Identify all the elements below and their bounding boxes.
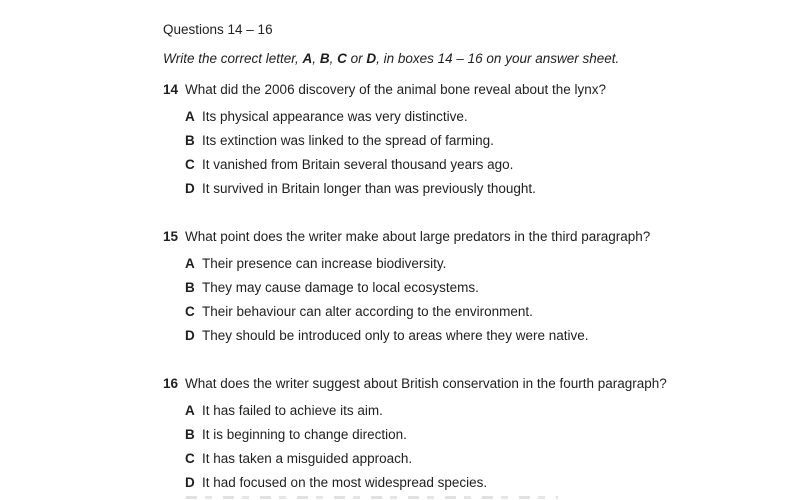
option-letter: A [185, 256, 195, 271]
option-text: It has taken a misguided approach. [202, 451, 413, 466]
instruction-letter-a: A [302, 51, 313, 66]
option-text: They may cause damage to local ecosystems. [202, 280, 479, 295]
options-list [185, 404, 760, 490]
option-row-d [185, 329, 760, 343]
instruction-line [163, 52, 760, 66]
option-text: Its extinction was linked to the spread of farming. [202, 133, 494, 148]
question-line [163, 83, 760, 97]
question-line [163, 230, 760, 244]
option-letter: A [185, 109, 195, 124]
option-row-c [185, 158, 760, 172]
option-row-c [185, 452, 760, 466]
option-row-a [185, 257, 760, 271]
cutoff-next-line [186, 496, 558, 499]
option-letter: B [185, 427, 195, 442]
instruction-tail: , in boxes 14 – 16 on your answer sheet. [376, 51, 620, 66]
instruction-sep1: , [312, 51, 320, 66]
option-text: They should be introduced only to areas where they were native. [202, 328, 589, 343]
options-list [185, 257, 760, 343]
option-row-b [185, 281, 760, 295]
question-number: 14 [163, 82, 179, 97]
option-letter: B [185, 133, 195, 148]
option-row-b [185, 134, 760, 148]
question-text: What did the 2006 discovery of the animal bone reveal about the lynx? [185, 82, 607, 97]
instruction-letter-c: C [337, 51, 347, 66]
question-line [163, 377, 760, 391]
option-text: Its physical appearance was very distinctive. [202, 109, 468, 124]
question-block-15 [163, 230, 760, 343]
option-text: It survived in Britain longer than was previously thought. [202, 181, 536, 196]
option-text: It is beginning to change direction. [202, 427, 407, 442]
question-text: What does the writer suggest about British conservation in the fourth paragraph? [185, 376, 667, 391]
option-row-a [185, 404, 760, 418]
option-row-d [185, 182, 760, 196]
instruction-letter-d: D [366, 51, 377, 66]
question-block-14 [163, 83, 760, 196]
option-text: It had focused on the most widespread species. [202, 475, 488, 490]
option-text: It vanished from Britain several thousand years ago. [202, 157, 514, 172]
instruction-lead: Write the correct letter, [163, 51, 303, 66]
question-block-16 [163, 377, 760, 490]
option-letter: A [185, 403, 195, 418]
option-letter: D [185, 475, 195, 490]
option-text: It has failed to achieve its aim. [202, 403, 383, 418]
option-letter: C [185, 451, 195, 466]
instruction-or: or [346, 51, 367, 66]
option-letter: D [185, 181, 195, 196]
question-number: 15 [163, 229, 179, 244]
option-letter: C [185, 157, 195, 172]
option-text: Their behaviour can alter according to the environment. [202, 304, 533, 319]
option-letter: D [185, 328, 195, 343]
question-number: 16 [163, 376, 179, 391]
question-text: What point does the writer make about large predators in the third paragraph? [185, 229, 651, 244]
option-row-b [185, 428, 760, 442]
instruction-sep2: , [329, 51, 338, 66]
option-row-a [185, 110, 760, 124]
instruction-letter-b: B [319, 51, 330, 66]
option-letter: C [185, 304, 195, 319]
options-list [185, 110, 760, 196]
option-letter: B [185, 280, 195, 295]
option-row-d [185, 476, 760, 490]
option-row-c [185, 305, 760, 319]
section-heading: Questions 14 – 16 [163, 22, 273, 37]
option-text: Their presence can increase biodiversity. [202, 256, 447, 271]
